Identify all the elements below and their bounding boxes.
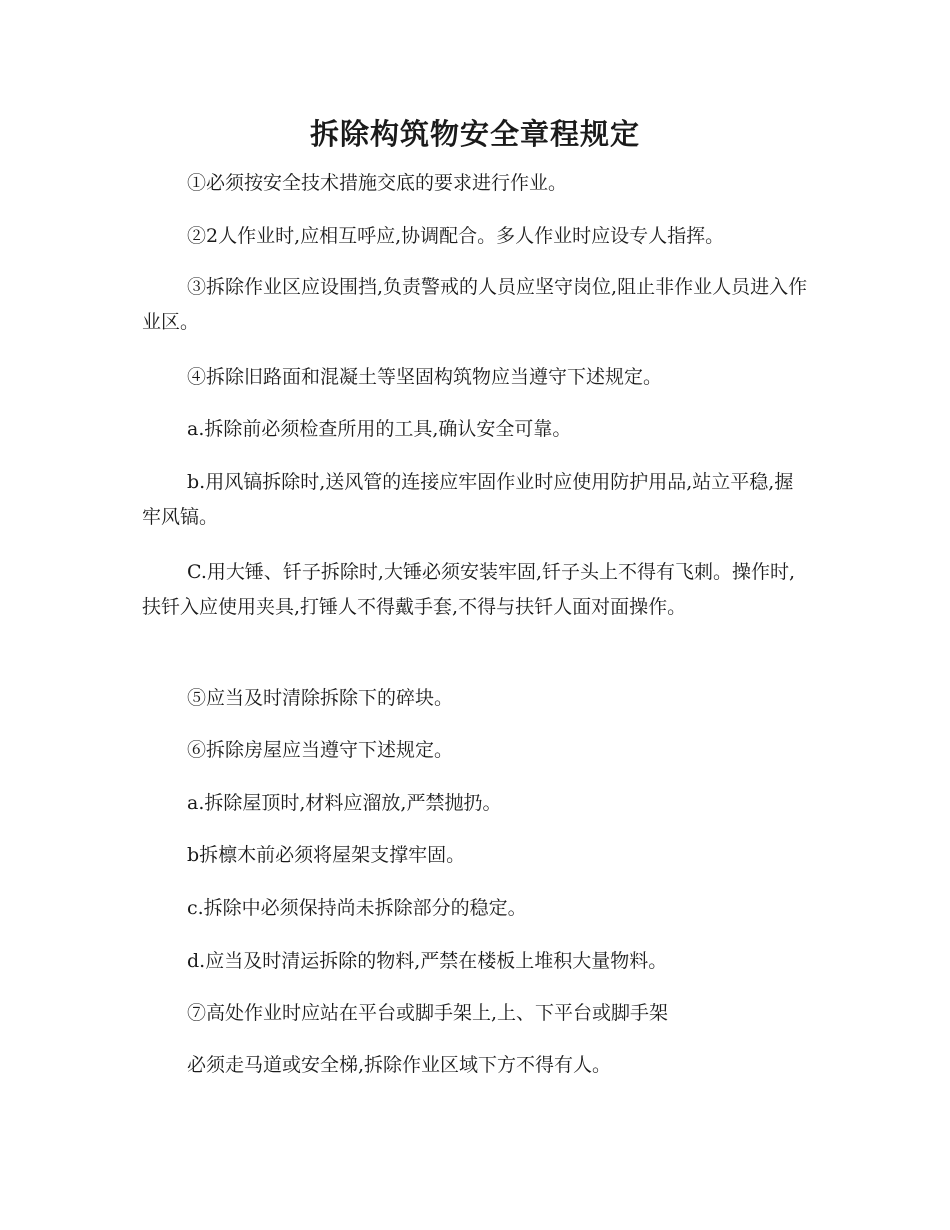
paragraph-8: ⑤应当及时清除拆除下的碎块。 [187,687,454,709]
document-title: 拆除构筑物安全章程规定 [309,117,640,151]
paragraph-4: ④拆除旧路面和混凝土等坚固构筑物应当遵守下述规定。 [187,366,663,388]
paragraph-10: a.拆除屋顶时,材料应溜放,严禁抛扔。 [187,792,502,814]
paragraph-2: ②2人作业时,应相互呼应,协调配合。多人作业时应设专人指挥。 [187,225,725,247]
paragraph-14: ⑦高处作业时应站在平台或脚手架上,上、下平台或脚手架 [187,1002,669,1024]
paragraph-3: ③拆除作业区应设围挡,负责警戒的人员应坚守岗位,阻止非作业人员进入作业区。 [142,276,808,333]
paragraph-15: 必须走马道或安全梯,拆除作业区域下方不得有人。 [187,1054,612,1076]
paragraph-5: a.拆除前必须检查所用的工具,确认安全可靠。 [187,418,572,440]
paragraph-11: b拆檩木前必须将屋架支撑牢固。 [187,844,466,866]
paragraph-9: ⑥拆除房屋应当遵守下述规定。 [187,739,454,761]
paragraph-1: ①必须按安全技术措施交底的要求进行作业。 [187,172,568,194]
paragraph-6: b.用风镐拆除时,送风管的连接应牢固作业时应使用防护用品,站立平稳,握牢风镐。 [142,471,794,528]
paragraph-7: C.用大锤、钎子拆除时,大锤必须安装牢固,钎子头上不得有飞刺。操作时,扶钎入应使用夹具,打锤人不得戴手套,不得与扶钎人面对面操作。 [142,561,796,618]
paragraph-12: c.拆除中必须保持尚未拆除部分的稳定。 [187,897,527,919]
paragraph-13: d.应当及时清运拆除的物料,严禁在楼板上堆积大量物料。 [187,950,668,972]
